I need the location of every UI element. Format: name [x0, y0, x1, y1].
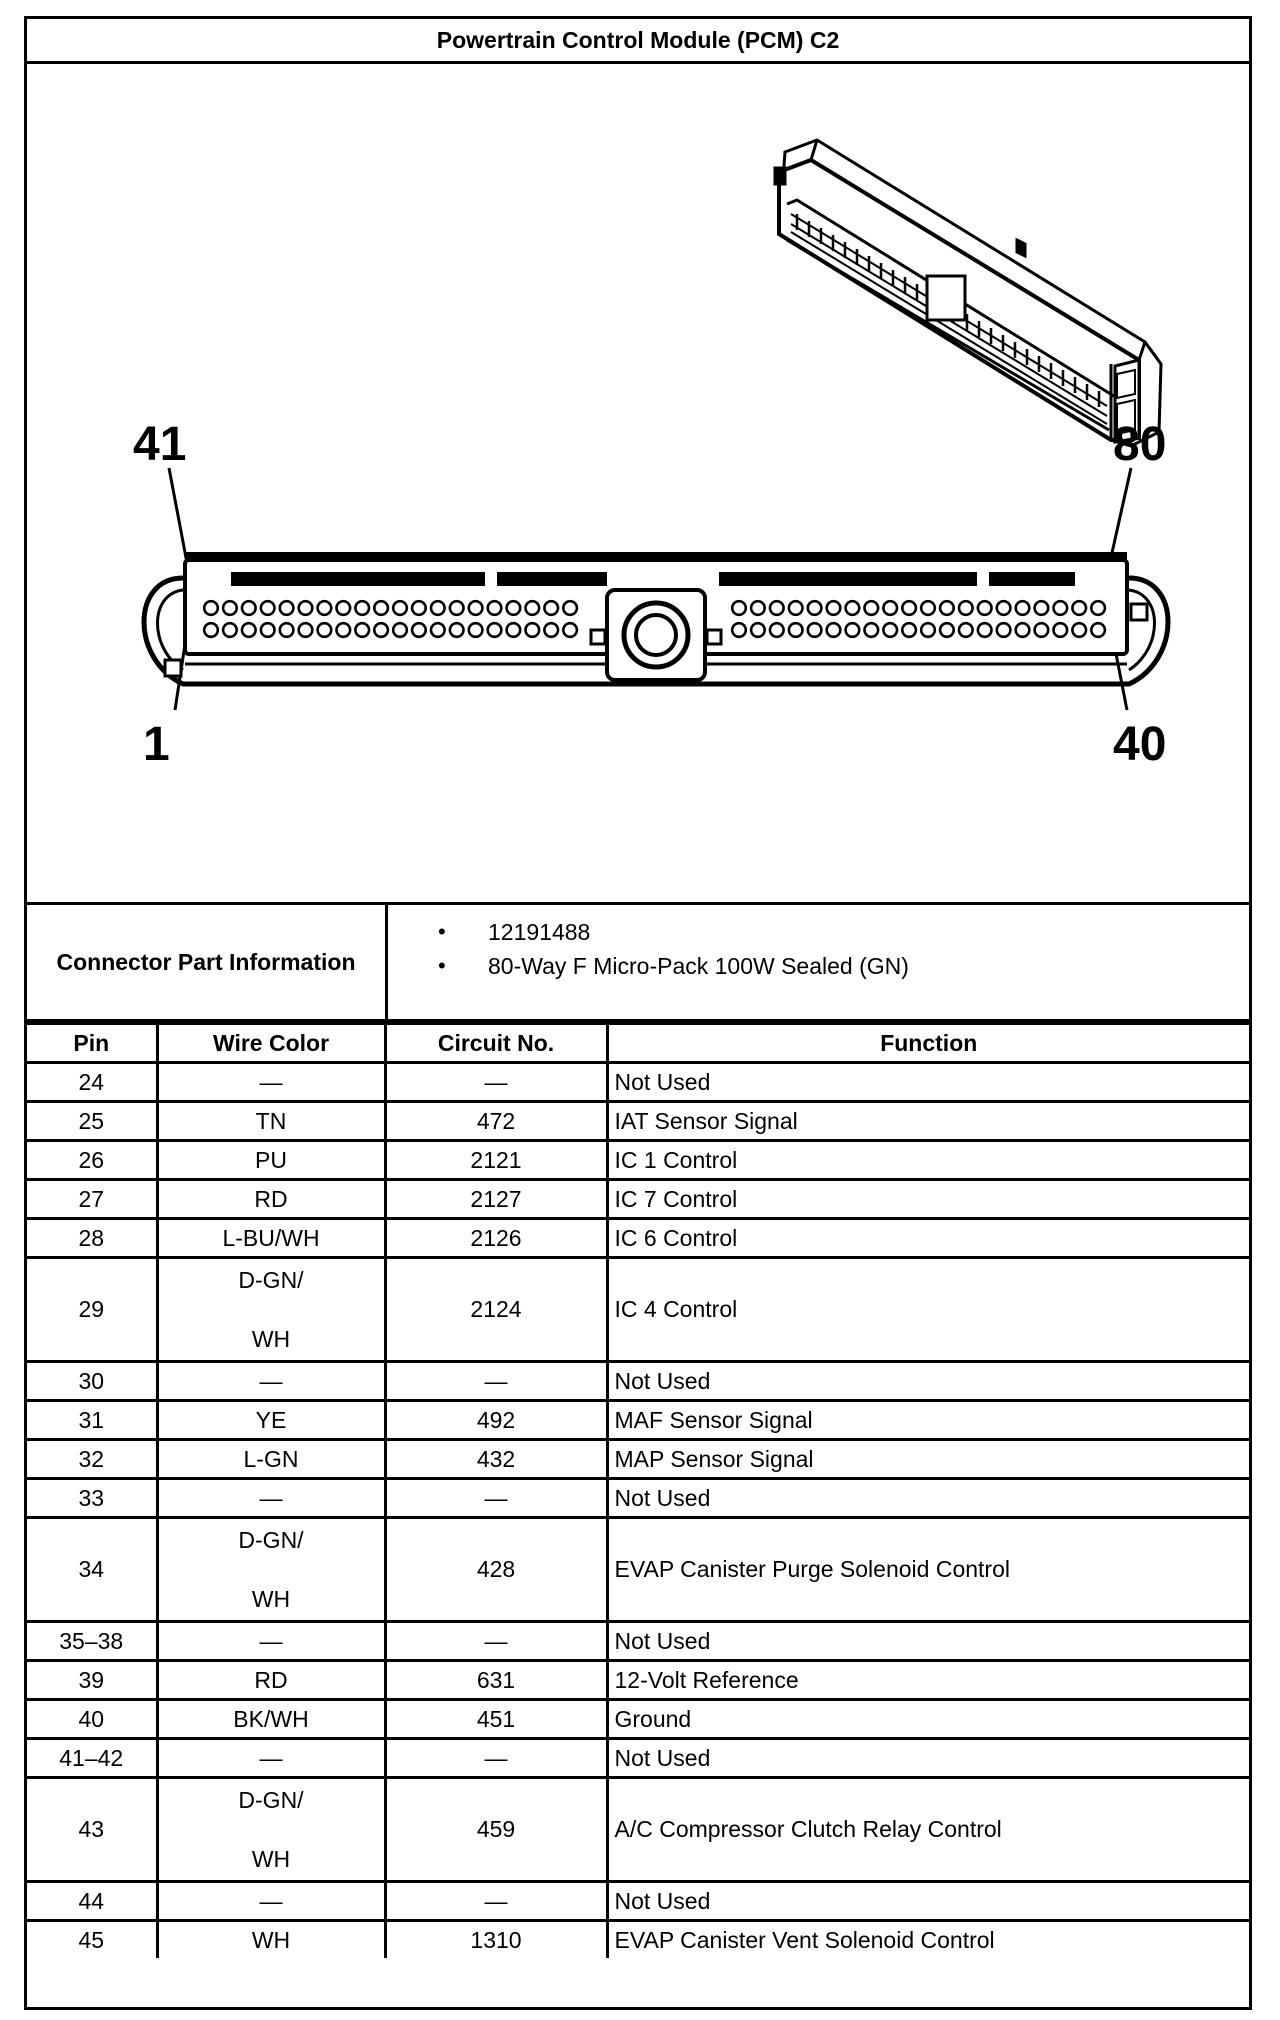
pin-cell: 35–38	[27, 1622, 157, 1661]
connector-figure	[27, 64, 1249, 905]
pin-hole	[1035, 623, 1049, 637]
circuit-cell: 432	[385, 1440, 607, 1479]
pin-cell: 30	[27, 1362, 157, 1401]
pin-hole	[450, 623, 464, 637]
pin-hole	[450, 601, 464, 615]
pin-cell: 45	[27, 1921, 157, 1959]
wire-color-cell: L-GN	[157, 1440, 385, 1479]
table-row	[27, 1219, 1249, 1258]
pin-hole	[1016, 623, 1030, 637]
pin-hole	[223, 601, 237, 615]
pin-hole	[469, 601, 483, 615]
pin-cell: 27	[27, 1180, 157, 1219]
circuit-cell: —	[385, 1882, 607, 1921]
wire-color-line-1: D-GN/	[238, 1526, 304, 1553]
connector-illustration	[27, 64, 1249, 902]
circuit-cell: 459	[385, 1778, 607, 1882]
pin-cell: 44	[27, 1882, 157, 1921]
pin-hole	[204, 623, 218, 637]
function-cell: IC 4 Control	[607, 1258, 1249, 1362]
pin-label-41: 41	[133, 418, 187, 471]
wire-color-line-2: WH	[251, 1325, 291, 1352]
pin-hole	[959, 601, 973, 615]
pin-hole	[526, 623, 540, 637]
pin-hole	[261, 623, 275, 637]
pin-hole	[355, 601, 369, 615]
table-row	[27, 1401, 1249, 1440]
pin-label-1: 1	[143, 718, 170, 771]
pin-hole	[751, 601, 765, 615]
pin-hole	[808, 601, 822, 615]
function-cell: IC 6 Control	[607, 1219, 1249, 1258]
pin-hole	[1054, 601, 1068, 615]
wire-color-cell: —	[157, 1362, 385, 1401]
part-number: • 12191488	[438, 915, 1249, 949]
pin-hole	[488, 601, 502, 615]
pin-cell: 31	[27, 1401, 157, 1440]
part-info-label: Connector Part Information	[27, 905, 388, 1019]
pin-hole	[242, 601, 256, 615]
pin-cell: 34	[27, 1518, 157, 1622]
pin-hole	[337, 601, 351, 615]
table-row	[27, 1700, 1249, 1739]
pin-hole	[770, 623, 784, 637]
header-function: Function	[607, 1024, 1249, 1063]
table-row	[27, 1882, 1249, 1921]
pin-cell: 26	[27, 1141, 157, 1180]
header-wire-color: Wire Color	[157, 1024, 385, 1063]
page-title: Powertrain Control Module (PCM) C2	[27, 19, 1249, 64]
pin-label-80: 80	[1113, 418, 1167, 471]
function-cell: Not Used	[607, 1622, 1249, 1661]
wire-color-cell: —	[157, 1882, 385, 1921]
pin-hole	[337, 623, 351, 637]
table-row	[27, 1180, 1249, 1219]
pin-hole	[469, 623, 483, 637]
pin-hole	[204, 601, 218, 615]
connector-3d-view	[775, 140, 1161, 446]
pin-cell: 29	[27, 1258, 157, 1362]
function-cell: 12-Volt Reference	[607, 1661, 1249, 1700]
pin-hole	[827, 623, 841, 637]
pin-hole	[563, 623, 577, 637]
circuit-cell: 472	[385, 1102, 607, 1141]
circuit-cell: 2124	[385, 1258, 607, 1362]
wire-color-cell: RD	[157, 1661, 385, 1700]
pin-cell: 43	[27, 1778, 157, 1882]
pin-hole	[1054, 623, 1068, 637]
wire-color-cell: —	[157, 1479, 385, 1518]
pin-hole	[978, 601, 992, 615]
wire-color-line-2: WH	[251, 1585, 291, 1612]
function-cell: MAF Sensor Signal	[607, 1401, 1249, 1440]
part-info-list	[388, 905, 1249, 1019]
circuit-cell: —	[385, 1622, 607, 1661]
table-row	[27, 1440, 1249, 1479]
wire-color-cell: TN	[157, 1102, 385, 1141]
circuit-cell: 1310	[385, 1921, 607, 1959]
pin-hole	[959, 623, 973, 637]
pin-hole	[431, 601, 445, 615]
circuit-cell: 451	[385, 1700, 607, 1739]
pin-hole	[997, 623, 1011, 637]
pin-hole	[318, 601, 332, 615]
wire-color-line-2: WH	[251, 1845, 291, 1872]
pin-hole	[1091, 623, 1105, 637]
part-description: • 80-Way F Micro-Pack 100W Sealed (GN)	[438, 949, 1249, 983]
wire-color-cell	[157, 1258, 385, 1362]
pin-hole	[902, 601, 916, 615]
pin-cell: 41–42	[27, 1739, 157, 1778]
pin-hole	[261, 601, 275, 615]
table-row	[27, 1258, 1249, 1362]
wire-color-line-1: D-GN/	[238, 1266, 304, 1293]
function-cell: MAP Sensor Signal	[607, 1440, 1249, 1479]
table-row	[27, 1622, 1249, 1661]
pin-hole	[393, 623, 407, 637]
pin-hole	[412, 601, 426, 615]
wire-color-cell: —	[157, 1739, 385, 1778]
function-cell: A/C Compressor Clutch Relay Control	[607, 1778, 1249, 1882]
wire-color-cell	[157, 1518, 385, 1622]
circuit-cell: 428	[385, 1518, 607, 1622]
pin-hole	[355, 623, 369, 637]
pin-hole	[563, 601, 577, 615]
function-cell: Not Used	[607, 1063, 1249, 1102]
pin-hole	[507, 623, 521, 637]
circuit-cell: —	[385, 1739, 607, 1778]
table-row	[27, 1518, 1249, 1622]
pin-hole	[299, 601, 313, 615]
function-cell: Not Used	[607, 1739, 1249, 1778]
wire-color-cell: BK/WH	[157, 1700, 385, 1739]
pin-hole	[1072, 601, 1086, 615]
pin-cell: 39	[27, 1661, 157, 1700]
pin-hole	[526, 601, 540, 615]
pin-hole	[940, 601, 954, 615]
circuit-cell: —	[385, 1362, 607, 1401]
pin-cell: 28	[27, 1219, 157, 1258]
pin-hole	[732, 601, 746, 615]
wire-color-line-1: D-GN/	[238, 1786, 304, 1813]
pin-cell: 25	[27, 1102, 157, 1141]
pin-hole	[732, 623, 746, 637]
connector-part-info	[27, 905, 1249, 1022]
pin-hole	[507, 601, 521, 615]
circuit-cell: 2127	[385, 1180, 607, 1219]
pinout-table	[27, 1022, 1249, 1958]
function-cell: Not Used	[607, 1362, 1249, 1401]
pin-hole	[883, 601, 897, 615]
pin-hole	[770, 601, 784, 615]
pin-hole	[544, 623, 558, 637]
pin-hole	[921, 601, 935, 615]
circuit-cell: 631	[385, 1661, 607, 1700]
pin-hole	[412, 623, 426, 637]
function-cell: Not Used	[607, 1479, 1249, 1518]
pin-hole	[1072, 623, 1086, 637]
header-pin: Pin	[27, 1024, 157, 1063]
pin-hole	[883, 623, 897, 637]
table-header-row	[27, 1024, 1249, 1063]
pin-hole	[827, 601, 841, 615]
pin-hole	[280, 623, 294, 637]
pin-hole	[223, 623, 237, 637]
pin-hole	[808, 623, 822, 637]
wire-color-cell	[157, 1778, 385, 1882]
pin-cell: 24	[27, 1063, 157, 1102]
function-cell: EVAP Canister Purge Solenoid Control	[607, 1518, 1249, 1622]
table-row	[27, 1479, 1249, 1518]
pin-hole	[1091, 601, 1105, 615]
circuit-cell: —	[385, 1479, 607, 1518]
function-cell: Ground	[607, 1700, 1249, 1739]
table-row	[27, 1661, 1249, 1700]
header-circuit: Circuit No.	[385, 1024, 607, 1063]
pin-hole	[374, 601, 388, 615]
table-row	[27, 1362, 1249, 1401]
pin-hole	[431, 623, 445, 637]
pin-hole	[299, 623, 313, 637]
pin-hole	[544, 601, 558, 615]
function-cell: IC 7 Control	[607, 1180, 1249, 1219]
circuit-cell: 2121	[385, 1141, 607, 1180]
pin-hole	[902, 623, 916, 637]
pin-hole	[846, 601, 860, 615]
pin-hole	[865, 601, 879, 615]
circuit-cell: 492	[385, 1401, 607, 1440]
wire-color-cell: RD	[157, 1180, 385, 1219]
table-row	[27, 1141, 1249, 1180]
wire-color-cell: WH	[157, 1921, 385, 1959]
circuit-cell: 2126	[385, 1219, 607, 1258]
table-row	[27, 1739, 1249, 1778]
table-row	[27, 1063, 1249, 1102]
pin-hole	[488, 623, 502, 637]
circuit-cell: —	[385, 1063, 607, 1102]
function-cell: Not Used	[607, 1882, 1249, 1921]
pin-hole	[1035, 601, 1049, 615]
pin-hole	[978, 623, 992, 637]
pin-hole	[846, 623, 860, 637]
wire-color-cell: L-BU/WH	[157, 1219, 385, 1258]
function-cell: IC 1 Control	[607, 1141, 1249, 1180]
wire-color-cell: YE	[157, 1401, 385, 1440]
table-row	[27, 1921, 1249, 1959]
pin-hole	[997, 601, 1011, 615]
pin-hole	[865, 623, 879, 637]
function-cell: IAT Sensor Signal	[607, 1102, 1249, 1141]
pin-hole	[921, 623, 935, 637]
pin-hole	[751, 623, 765, 637]
pin-hole	[374, 623, 388, 637]
function-cell: EVAP Canister Vent Solenoid Control	[607, 1921, 1249, 1959]
pin-hole	[242, 623, 256, 637]
table-row	[27, 1102, 1249, 1141]
pin-hole	[940, 623, 954, 637]
wire-color-cell: —	[157, 1063, 385, 1102]
pin-hole	[280, 601, 294, 615]
pin-hole	[393, 601, 407, 615]
pin-label-40: 40	[1113, 718, 1167, 771]
pin-hole	[789, 623, 803, 637]
connector-face-view	[144, 552, 1168, 684]
pin-cell: 32	[27, 1440, 157, 1479]
pin-hole	[789, 601, 803, 615]
table-row	[27, 1778, 1249, 1882]
pin-hole	[1016, 601, 1030, 615]
wire-color-cell: —	[157, 1622, 385, 1661]
connector-sheet	[24, 16, 1252, 2010]
pin-cell: 33	[27, 1479, 157, 1518]
pin-cell: 40	[27, 1700, 157, 1739]
wire-color-cell: PU	[157, 1141, 385, 1180]
pin-hole	[318, 623, 332, 637]
